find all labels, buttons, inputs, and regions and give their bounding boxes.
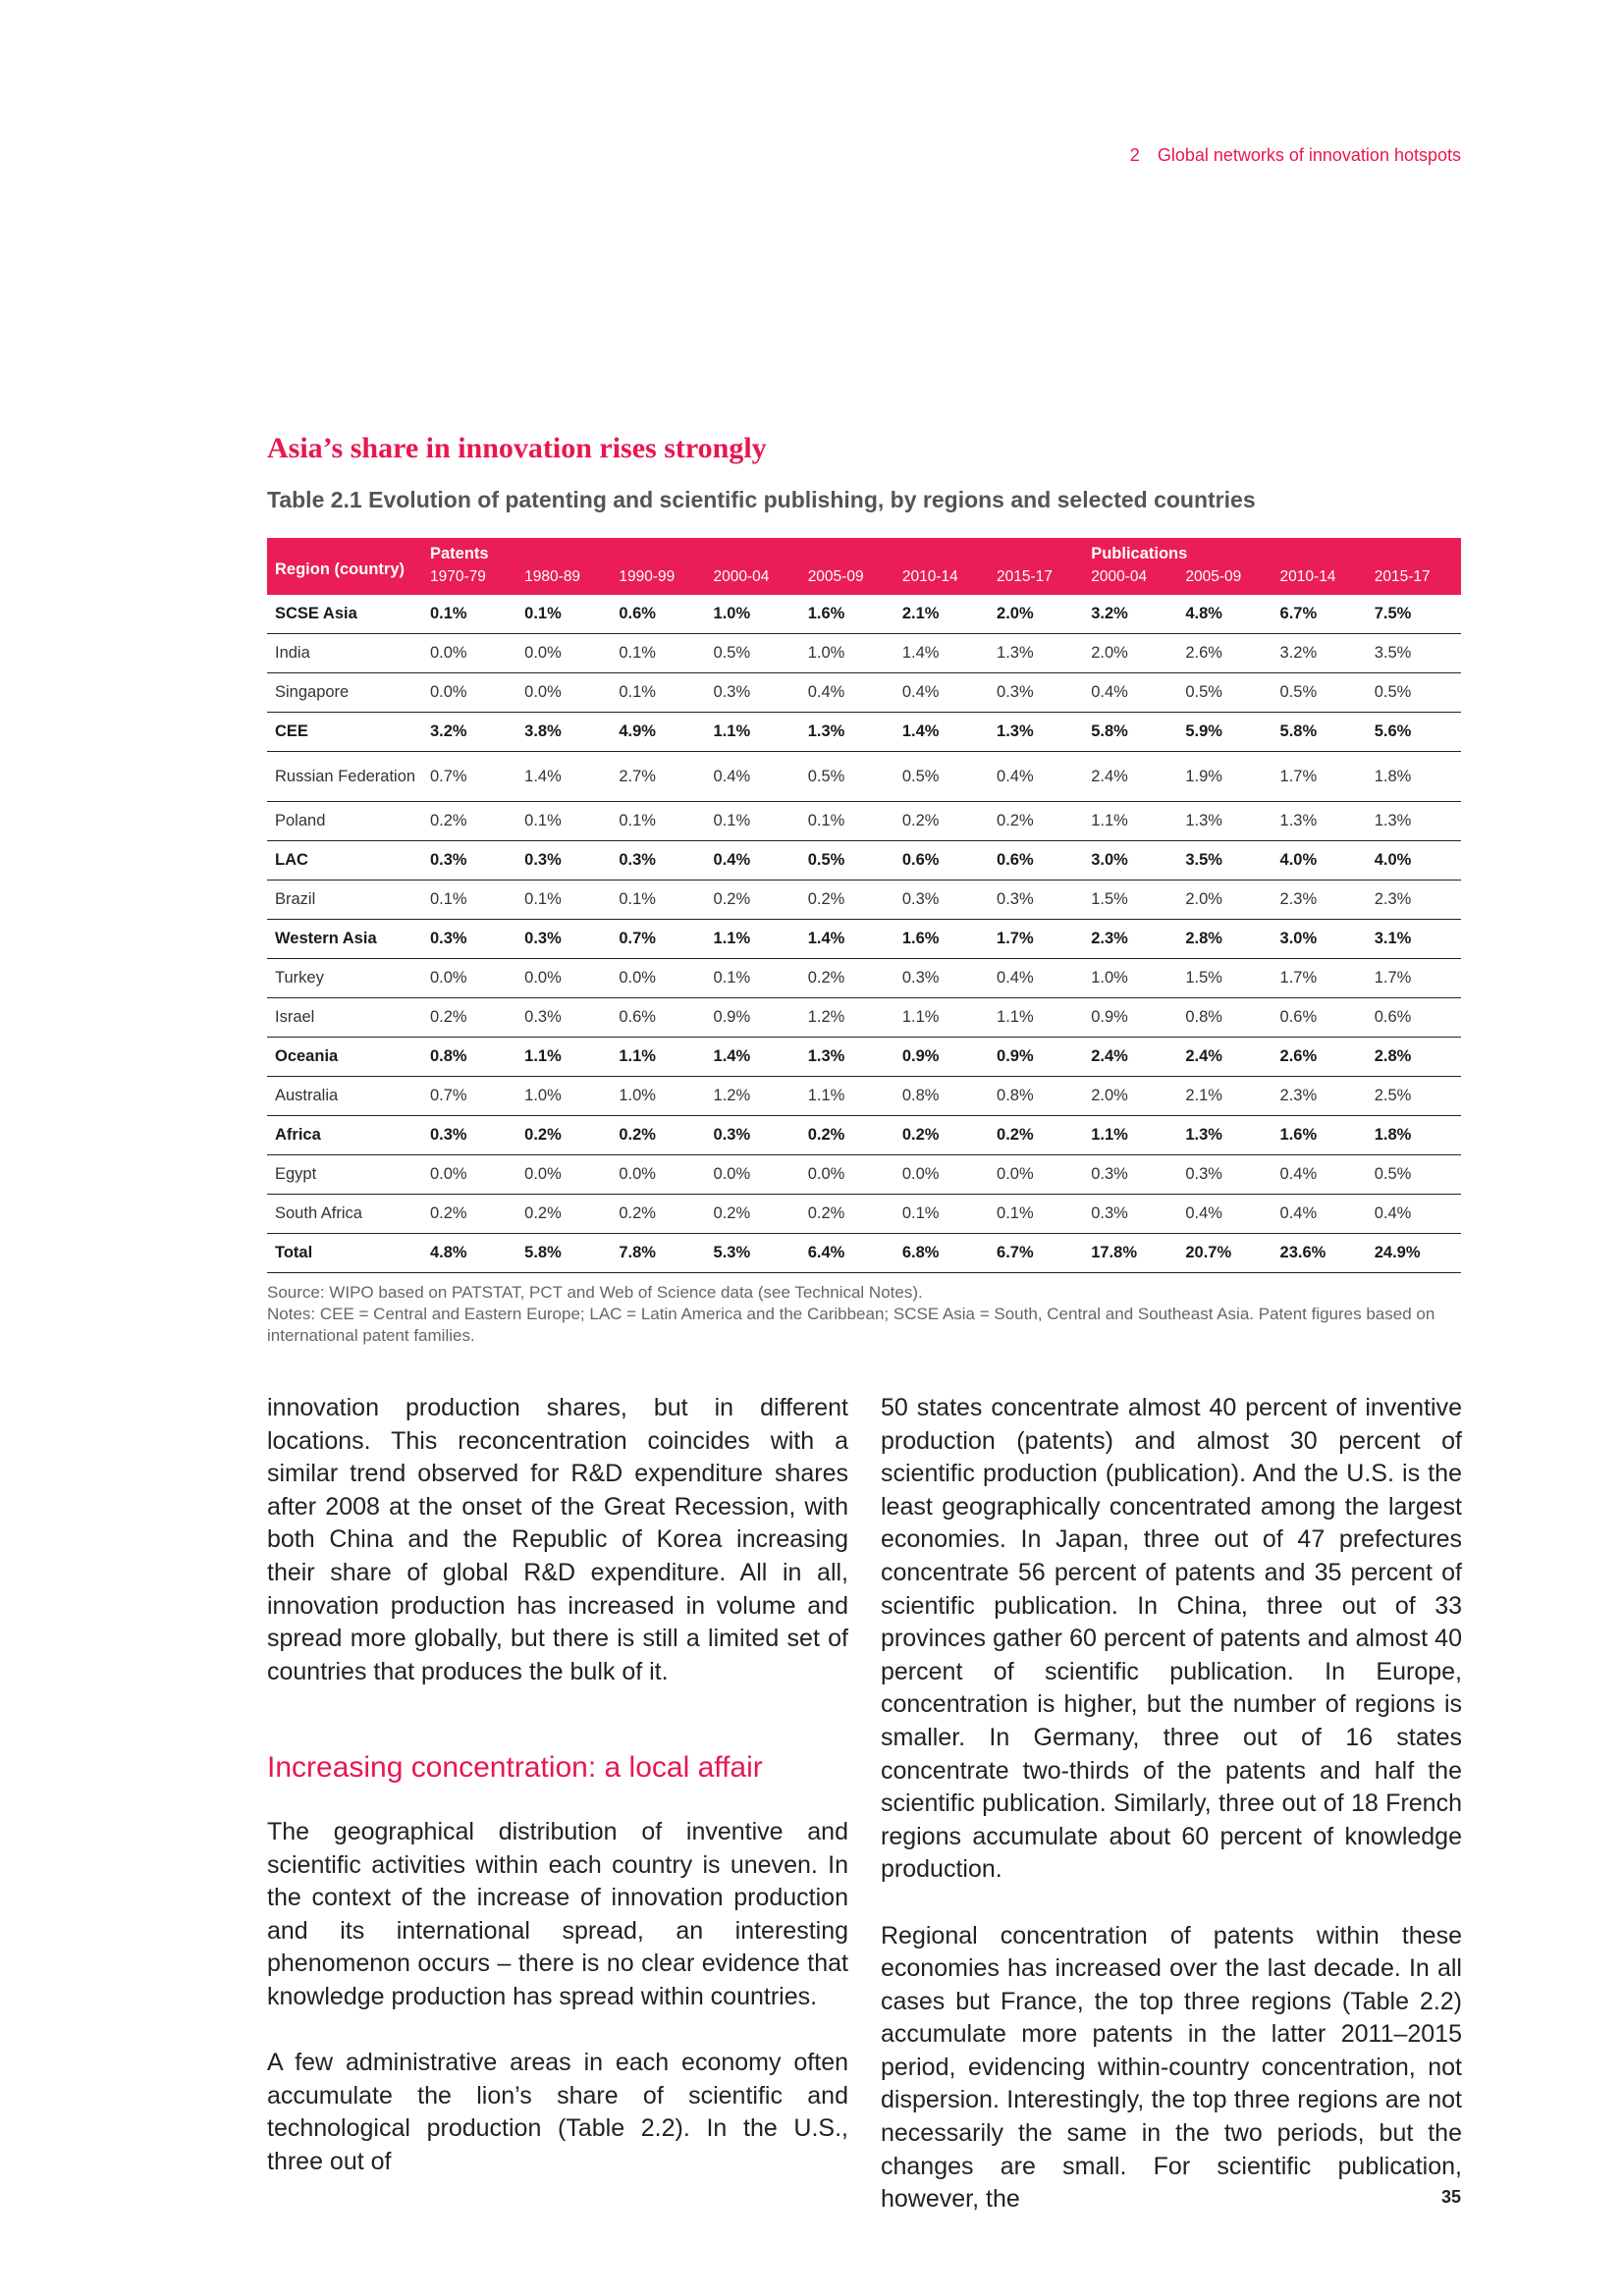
- table-cell: 0.2%: [706, 881, 800, 920]
- table-cell: 0.8%: [894, 1077, 989, 1116]
- table-cell: 0.3%: [611, 841, 705, 881]
- table-cell: 2.4%: [1083, 752, 1177, 802]
- table-cell: 0.8%: [1177, 998, 1272, 1038]
- table-cell: 0.4%: [706, 841, 800, 881]
- patent-period-header: 1990-99: [619, 568, 676, 585]
- table-cell: 0.3%: [894, 959, 989, 998]
- table-cell: 1.4%: [894, 713, 989, 752]
- table-cell: 0.3%: [894, 881, 989, 920]
- table-row: [267, 673, 1461, 713]
- table-cell: 2.8%: [1177, 920, 1272, 959]
- table-cell: 2.4%: [1177, 1038, 1272, 1077]
- table-cell: 1.2%: [706, 1077, 800, 1116]
- table-cell: 0.7%: [611, 920, 705, 959]
- table-cell: 0.3%: [516, 841, 611, 881]
- table-row: [267, 1234, 1461, 1273]
- region-name: LAC: [267, 841, 422, 881]
- table-cell: 0.0%: [422, 673, 516, 713]
- table-cell: 17.8%: [1083, 1234, 1177, 1273]
- table-cell: 0.2%: [989, 802, 1083, 841]
- page-number: 35: [1440, 2187, 1461, 2207]
- table-cell: 4.0%: [1367, 841, 1461, 881]
- table-cell: 0.6%: [894, 841, 989, 881]
- paragraph: Regional concentration of patents within these economies has increased over the last decade. In all cases but France, the top three regions (Table 2.2) accumulate more patents in the latter 2011–2015 period, evidencing within-country concentration, not dispersion. Interestingly, the top three regions are not necessarily the same in the two periods, but the changes are small. For scientific publication, however, the: [881, 1921, 1462, 2214]
- table-cell: 0.0%: [516, 673, 611, 713]
- table-row: [267, 920, 1461, 959]
- table-cell: 0.0%: [706, 1155, 800, 1195]
- table-cell: 2.0%: [1083, 1077, 1177, 1116]
- table-cell: 2.7%: [611, 752, 705, 802]
- table-row: [267, 841, 1461, 881]
- table-cell: 1.3%: [1367, 802, 1461, 841]
- table-cell: 0.3%: [706, 673, 800, 713]
- table-cell: 0.0%: [422, 1155, 516, 1195]
- patent-period-header: 2000-04: [713, 568, 770, 585]
- table-cell: 0.2%: [516, 1116, 611, 1155]
- table-cell: 0.7%: [422, 752, 516, 802]
- table-cell: 0.4%: [989, 752, 1083, 802]
- region-name: India: [267, 634, 422, 673]
- table-cell: 1.7%: [1272, 752, 1367, 802]
- table-cell: 0.3%: [422, 1116, 516, 1155]
- table-cell: 1.6%: [800, 595, 894, 634]
- table-cell: 2.8%: [1367, 1038, 1461, 1077]
- table-caption: Table 2.1 Evolution of patenting and scientific publishing, by regions and selected countries: [267, 487, 1256, 512]
- table-cell: 1.8%: [1367, 1116, 1461, 1155]
- table-row: [267, 1155, 1461, 1195]
- table-cell: 0.1%: [706, 802, 800, 841]
- table-cell: 0.1%: [611, 673, 705, 713]
- table-cell: 1.3%: [1177, 802, 1272, 841]
- table-cell: 1.6%: [894, 920, 989, 959]
- table-cell: 1.0%: [1083, 959, 1177, 998]
- table-cell: 0.4%: [800, 673, 894, 713]
- data-table: [267, 538, 1461, 1273]
- table-cell: 0.4%: [1272, 1155, 1367, 1195]
- paragraph: A few administrative areas in each economy often accumulate the lion’s share of scientific and technological production (Table 2.2). In the U.S., three out of: [267, 2049, 848, 2175]
- section-title: Asia’s share in innovation rises strongly: [267, 432, 767, 464]
- table-row: [267, 1038, 1461, 1077]
- table-cell: 3.2%: [1272, 634, 1367, 673]
- table-cell: 0.2%: [611, 1195, 705, 1234]
- table-row: [267, 713, 1461, 752]
- table-cell: 2.3%: [1272, 881, 1367, 920]
- table-cell: 0.2%: [800, 1116, 894, 1155]
- table-cell: 0.6%: [989, 841, 1083, 881]
- table-cell: 0.2%: [611, 1116, 705, 1155]
- table-cell: 1.5%: [1083, 881, 1177, 920]
- table-cell: 1.4%: [894, 634, 989, 673]
- table-cell: 0.1%: [611, 881, 705, 920]
- table-cell: 0.9%: [706, 998, 800, 1038]
- table-cell: 1.4%: [800, 920, 894, 959]
- table-cell: 1.0%: [516, 1077, 611, 1116]
- body-column-left: [267, 1392, 848, 2212]
- table-source: [267, 1282, 1465, 1347]
- publication-period-header: 2015-17: [1374, 568, 1431, 585]
- table-cell: 0.0%: [894, 1155, 989, 1195]
- table-cell: 0.4%: [989, 959, 1083, 998]
- table-cell: 0.8%: [422, 1038, 516, 1077]
- region-name: Total: [267, 1234, 422, 1273]
- table-cell: 1.3%: [1177, 1116, 1272, 1155]
- table-cell: 0.2%: [422, 998, 516, 1038]
- table-cell: 0.4%: [1177, 1195, 1272, 1234]
- table-cell: 0.5%: [800, 841, 894, 881]
- table-cell: 1.1%: [894, 998, 989, 1038]
- table-cell: 0.5%: [1367, 673, 1461, 713]
- table-cell: 2.4%: [1083, 1038, 1177, 1077]
- patent-period-header: 2010-14: [901, 568, 958, 585]
- table-cell: 1.3%: [1272, 802, 1367, 841]
- paragraph: The geographical distribution of inventive and scientific activities within each country is uneven. In the context of the increase of innovation production and its international spread, an interesting phenomenon occurs – there is no clear evidence that knowledge production has spread within countries.: [267, 1817, 848, 2010]
- table-cell: 0.0%: [516, 634, 611, 673]
- table-cell: 0.1%: [422, 881, 516, 920]
- table-cell: 1.3%: [800, 1038, 894, 1077]
- table-row: [267, 998, 1461, 1038]
- table-cell: 0.5%: [706, 634, 800, 673]
- patents-group-header: Patents: [430, 544, 489, 562]
- table-cell: 6.4%: [800, 1234, 894, 1273]
- table-cell: 1.0%: [800, 634, 894, 673]
- table-cell: 1.4%: [516, 752, 611, 802]
- table-cell: 0.3%: [516, 920, 611, 959]
- table-cell: 0.5%: [1272, 673, 1367, 713]
- table-row: [267, 802, 1461, 841]
- table-cell: 0.7%: [422, 1077, 516, 1116]
- table-cell: 1.3%: [989, 713, 1083, 752]
- table-cell: 1.1%: [989, 998, 1083, 1038]
- table-cell: 23.6%: [1272, 1234, 1367, 1273]
- table-cell: 0.1%: [516, 802, 611, 841]
- table-notes: Notes: CEE = Central and Eastern Europe; LAC = Latin America and the Caribbean; SCSE Asia = South, Central and Southeast Asia. Patent figures based on international patent families.: [267, 1305, 1435, 1345]
- table-cell: 6.7%: [989, 1234, 1083, 1273]
- subheading: Increasing concentration: a local affair: [267, 1751, 763, 1785]
- table-row: [267, 1077, 1461, 1116]
- table-cell: 0.2%: [989, 1116, 1083, 1155]
- table-cell: 2.0%: [989, 595, 1083, 634]
- table-cell: 0.6%: [611, 998, 705, 1038]
- table-cell: 0.1%: [800, 802, 894, 841]
- table-cell: 4.8%: [1177, 595, 1272, 634]
- table-row: [267, 959, 1461, 998]
- table-cell: 2.0%: [1177, 881, 1272, 920]
- table-cell: 2.3%: [1367, 881, 1461, 920]
- region-name: Oceania: [267, 1038, 422, 1077]
- table-cell: 2.6%: [1272, 1038, 1367, 1077]
- region-name: Turkey: [267, 959, 422, 998]
- table-cell: 0.0%: [516, 1155, 611, 1195]
- table-cell: 0.4%: [1083, 673, 1177, 713]
- table-cell: 0.3%: [989, 881, 1083, 920]
- table-cell: 0.1%: [516, 595, 611, 634]
- table-cell: 2.6%: [1177, 634, 1272, 673]
- table-cell: 0.3%: [422, 841, 516, 881]
- table-cell: 0.1%: [516, 881, 611, 920]
- table-cell: 0.3%: [1083, 1155, 1177, 1195]
- table-cell: 0.0%: [800, 1155, 894, 1195]
- table-cell: 24.9%: [1367, 1234, 1461, 1273]
- publication-period-header: 2000-04: [1091, 568, 1148, 585]
- table-cell: 0.3%: [422, 920, 516, 959]
- table-cell: 1.8%: [1367, 752, 1461, 802]
- table-cell: 0.0%: [989, 1155, 1083, 1195]
- table-cell: 5.8%: [1083, 713, 1177, 752]
- table-cell: 1.0%: [611, 1077, 705, 1116]
- table-cell: 3.2%: [1083, 595, 1177, 634]
- table-cell: 6.8%: [894, 1234, 989, 1273]
- table-cell: 5.9%: [1177, 713, 1272, 752]
- table-cell: 6.7%: [1272, 595, 1367, 634]
- table-cell: 1.1%: [706, 713, 800, 752]
- table-cell: 3.5%: [1177, 841, 1272, 881]
- table-cell: 1.3%: [989, 634, 1083, 673]
- table-cell: 0.8%: [989, 1077, 1083, 1116]
- region-name: Africa: [267, 1116, 422, 1155]
- region-column-header: Region (country): [275, 561, 405, 578]
- table-cell: 0.2%: [422, 802, 516, 841]
- table-cell: 7.8%: [611, 1234, 705, 1273]
- patent-period-header: 1980-89: [524, 568, 581, 585]
- table-cell: 0.1%: [706, 959, 800, 998]
- publications-group-header: Publications: [1091, 544, 1188, 562]
- table-cell: 2.3%: [1083, 920, 1177, 959]
- table-cell: 0.0%: [422, 634, 516, 673]
- table-cell: 0.3%: [989, 673, 1083, 713]
- table-cell: 3.5%: [1367, 634, 1461, 673]
- running-header: [1130, 145, 1461, 166]
- chapter-number: 2: [1129, 145, 1140, 165]
- table-cell: 0.4%: [706, 752, 800, 802]
- table-cell: 0.2%: [894, 802, 989, 841]
- table-cell: 0.5%: [1177, 673, 1272, 713]
- table-cell: 1.1%: [611, 1038, 705, 1077]
- patent-period-header: 1970-79: [430, 568, 486, 585]
- table-cell: 4.0%: [1272, 841, 1367, 881]
- table-cell: 1.1%: [800, 1077, 894, 1116]
- table-row: [267, 1116, 1461, 1155]
- table-cell: 0.1%: [422, 595, 516, 634]
- table-cell: 0.6%: [611, 595, 705, 634]
- region-name: SCSE Asia: [267, 595, 422, 634]
- table-cell: 1.7%: [1272, 959, 1367, 998]
- table-row: [267, 595, 1461, 634]
- region-name: Poland: [267, 802, 422, 841]
- table-cell: 1.3%: [800, 713, 894, 752]
- table-cell: 1.7%: [1367, 959, 1461, 998]
- chapter-title: Global networks of innovation hotspots: [1157, 145, 1461, 165]
- region-name: Singapore: [267, 673, 422, 713]
- table-cell: 3.1%: [1367, 920, 1461, 959]
- table-cell: 0.3%: [516, 998, 611, 1038]
- region-name: CEE: [267, 713, 422, 752]
- table-cell: 3.0%: [1272, 920, 1367, 959]
- table-cell: 0.5%: [894, 752, 989, 802]
- table-cell: 1.7%: [989, 920, 1083, 959]
- table-cell: 0.2%: [800, 881, 894, 920]
- table-cell: 0.0%: [516, 959, 611, 998]
- table-cell: 5.8%: [1272, 713, 1367, 752]
- table-cell: 0.9%: [1083, 998, 1177, 1038]
- table-row: [267, 752, 1461, 802]
- table-cell: 3.0%: [1083, 841, 1177, 881]
- table-cell: 0.9%: [894, 1038, 989, 1077]
- table-cell: 0.9%: [989, 1038, 1083, 1077]
- paragraph: 50 states concentrate almost 40 percent of inventive production (patents) and almost 30 percent of scientific production (publication). And the U.S. is the least geographically concentrated among the largest economies. In Japan, three out of 47 prefectures concentrate 56 percent of patents and 35 percent of scientific publication. In China, three out of 33 provinces gather 60 percent of patents and almost 40 percent of scientific publication. In Europe, concentration is higher, but the number of regions is smaller. In Germany, three out of 16 states concentrate two-thirds of the patents and half the scientific publication. Similarly, three out of 18 French regions accumulate about 60 percent of knowledge production.: [881, 1394, 1462, 1884]
- table-cell: 0.4%: [1272, 1195, 1367, 1234]
- table-cell: 1.1%: [706, 920, 800, 959]
- table-cell: 0.0%: [611, 1155, 705, 1195]
- table-cell: 0.5%: [800, 752, 894, 802]
- table-cell: 5.8%: [516, 1234, 611, 1273]
- table-row: [267, 1195, 1461, 1234]
- table-cell: 0.2%: [422, 1195, 516, 1234]
- table-cell: 3.2%: [422, 713, 516, 752]
- table-row: [267, 634, 1461, 673]
- region-name: South Africa: [267, 1195, 422, 1234]
- source-note: Source: WIPO based on PATSTAT, PCT and Web of Science data (see Technical Notes).: [267, 1283, 923, 1302]
- table-cell: 0.2%: [706, 1195, 800, 1234]
- table-cell: 0.1%: [611, 634, 705, 673]
- region-name: Egypt: [267, 1155, 422, 1195]
- table-cell: 0.2%: [516, 1195, 611, 1234]
- table-cell: 2.3%: [1272, 1077, 1367, 1116]
- publication-period-header: 2005-09: [1185, 568, 1242, 585]
- table-cell: 0.3%: [706, 1116, 800, 1155]
- table-cell: 0.2%: [800, 1195, 894, 1234]
- body-column-right: [881, 1392, 1462, 2249]
- table-cell: 2.5%: [1367, 1077, 1461, 1116]
- table-cell: 1.9%: [1177, 752, 1272, 802]
- patent-period-header: 2015-17: [997, 568, 1053, 585]
- region-name: Russian Federation: [267, 752, 422, 802]
- table-cell: 0.0%: [611, 959, 705, 998]
- table-cell: 0.6%: [1272, 998, 1367, 1038]
- table-cell: 0.3%: [1083, 1195, 1177, 1234]
- region-name: Australia: [267, 1077, 422, 1116]
- table-cell: 0.1%: [989, 1195, 1083, 1234]
- table-cell: 0.0%: [422, 959, 516, 998]
- table-cell: 4.9%: [611, 713, 705, 752]
- publication-period-header: 2010-14: [1279, 568, 1336, 585]
- table-cell: 0.4%: [1367, 1195, 1461, 1234]
- table-cell: 1.5%: [1177, 959, 1272, 998]
- table-cell: 0.3%: [1177, 1155, 1272, 1195]
- table-cell: 1.4%: [706, 1038, 800, 1077]
- table-cell: 0.5%: [1367, 1155, 1461, 1195]
- table-cell: 5.3%: [706, 1234, 800, 1273]
- region-name: Brazil: [267, 881, 422, 920]
- table-cell: 0.6%: [1367, 998, 1461, 1038]
- table-cell: 2.1%: [1177, 1077, 1272, 1116]
- table-cell: 1.2%: [800, 998, 894, 1038]
- table-cell: 0.2%: [800, 959, 894, 998]
- paragraph: innovation production shares, but in different locations. This reconcentration coincides with a similar trend observed for R&D expenditure shares after 2008 at the onset of the Great Recession, with both China and the Republic of Korea increasing their share of global R&D expenditure. All in all, innovation production has increased in volume and spread more globally, but there is still a limited set of countries that produces the bulk of it.: [267, 1394, 848, 1685]
- table-cell: 1.0%: [706, 595, 800, 634]
- table-cell: 2.0%: [1083, 634, 1177, 673]
- table-cell: 0.4%: [894, 673, 989, 713]
- table-cell: 4.8%: [422, 1234, 516, 1273]
- table-cell: 2.1%: [894, 595, 989, 634]
- table-cell: 7.5%: [1367, 595, 1461, 634]
- table-cell: 1.6%: [1272, 1116, 1367, 1155]
- table-cell: 0.1%: [894, 1195, 989, 1234]
- table-row: [267, 881, 1461, 920]
- table-cell: 20.7%: [1177, 1234, 1272, 1273]
- table-cell: 1.1%: [1083, 802, 1177, 841]
- table-cell: 1.1%: [516, 1038, 611, 1077]
- patent-period-header: 2005-09: [807, 568, 864, 585]
- table-cell: 0.1%: [611, 802, 705, 841]
- region-name: Israel: [267, 998, 422, 1038]
- region-name: Western Asia: [267, 920, 422, 959]
- table-cell: 1.1%: [1083, 1116, 1177, 1155]
- table-cell: 3.8%: [516, 713, 611, 752]
- table-cell: 5.6%: [1367, 713, 1461, 752]
- table-cell: 0.2%: [894, 1116, 989, 1155]
